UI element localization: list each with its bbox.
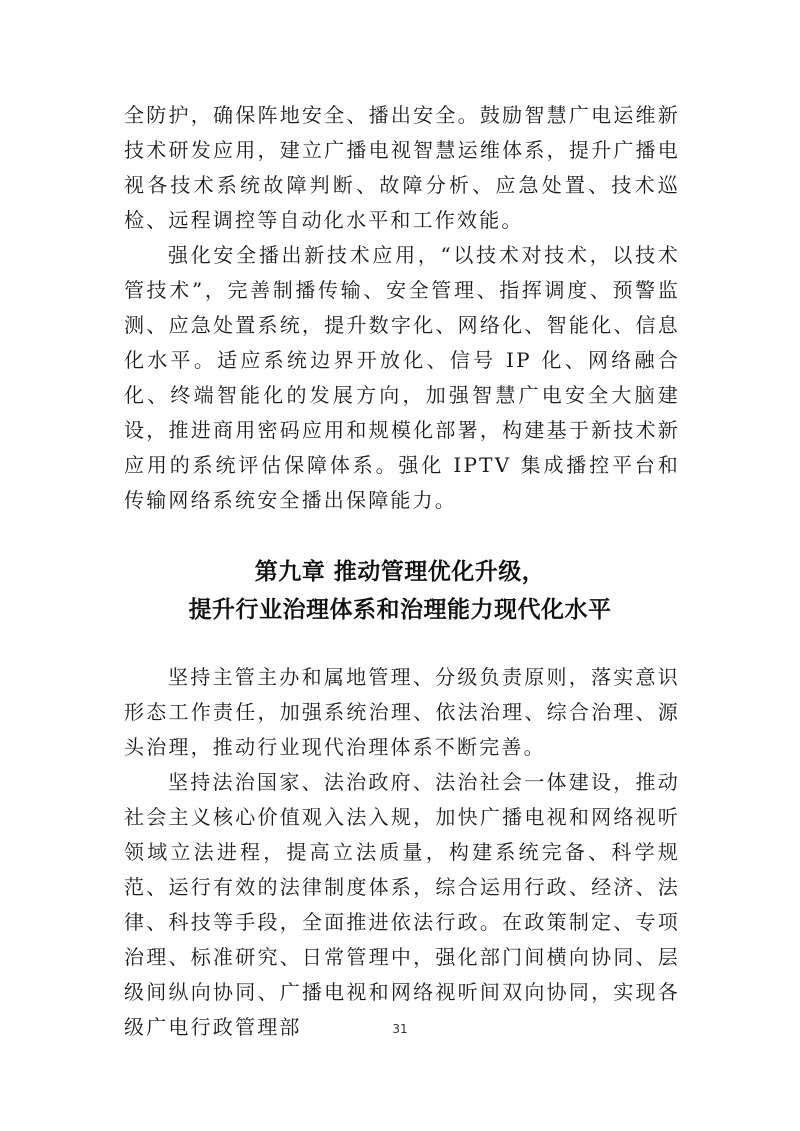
paragraph-management-principles: 坚持主管主办和属地管理、分级负责原则，落实意识形态工作责任，加强系统治理、依法治理、综合治理、源头治理，推动行业现代治理体系不断完善。 [124, 665, 680, 759]
paragraph-safety-broadcast-tech: 强化安全播出新技术应用，“以技术对技术，以技术管技术”，完善制播传输、安全管理、指挥调度、预警监测、应急处置系统，提升数字化、网络化、智能化、信息化水平。适应系统边界开放化、信号 IP 化、网络融合化、终端智能化的发展方向，加强智慧广电安全大脑建设，推进商用密码应用和规模化部署，构建基于新技术新应用的系统评估保障体系。强化 IPTV 集成播控平台和传输网络系统安全播出保障能力。 [124, 243, 680, 512]
chapter-title-line-1: 第九章 推动管理优化升级， [254, 558, 546, 585]
chapter-heading [100, 553, 700, 629]
paragraph-rule-of-law: 坚持法治国家、法治政府、法治社会一体建设，推动社会主义核心价值观入法入规，加快广播电视和网络视听领域立法进程，提高立法质量，构建系统完备、科学规范、运行有效的法律制度体系，综合运用行政、经济、法律、科技等手段，全面推进依法行政。在政策制定、专项治理、标准研究、日常管理中，强化部门间横向协同、层级间纵向协同、广播电视和网络视听间双向协同，实现各级广电行政管理部 [124, 770, 680, 1039]
chapter-title-line-2: 提升行业治理体系和治理能力现代化水平 [188, 596, 612, 623]
page-number: 31 [392, 1022, 408, 1036]
body-section-one [124, 98, 680, 518]
paragraph-continuation: 全防护，确保阵地安全、播出安全。鼓励智慧广电运维新技术研发应用，建立广播电视智慧运维体系，提升广播电视各技术系统故障判断、故障分析、应急处置、技术巡检、远程调控等自动化水平和工作效能。 [124, 103, 680, 232]
body-section-two [124, 660, 680, 1045]
